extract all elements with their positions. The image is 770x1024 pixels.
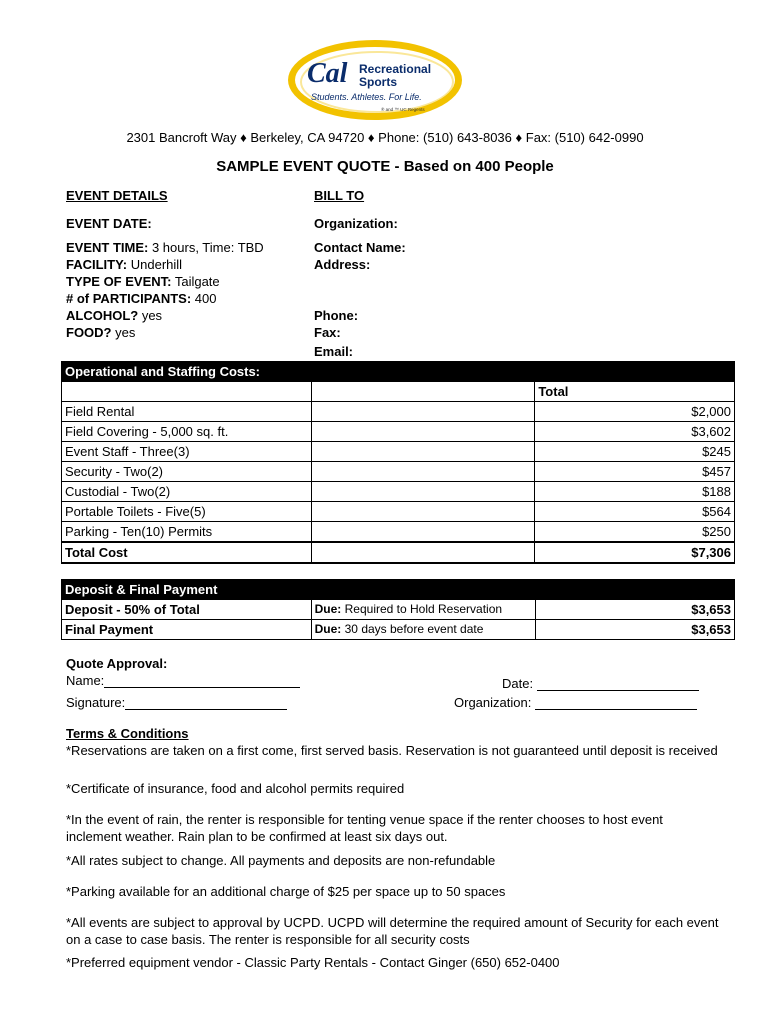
- total-column-header: Total: [535, 382, 735, 402]
- food-value: yes: [111, 325, 136, 340]
- row-value: $188: [535, 482, 735, 502]
- cell: [311, 402, 535, 422]
- approval-name: [66, 673, 300, 688]
- row-value: $3,602: [535, 422, 735, 442]
- total-cost-label: Total Cost: [62, 542, 312, 563]
- approval-organization-label: Organization:: [454, 695, 532, 710]
- food: [66, 325, 135, 340]
- costs-heading: Operational and Staffing Costs:: [62, 362, 735, 382]
- row-label: Security - Two(2): [62, 462, 312, 482]
- event-time-label: EVENT TIME:: [66, 240, 149, 255]
- costs-table: [61, 361, 735, 564]
- logo-line1: Recreational: [359, 62, 432, 76]
- logo-line2: Sports: [359, 75, 398, 89]
- table-row: [62, 482, 735, 502]
- event-type-label: TYPE OF EVENT:: [66, 274, 172, 289]
- table-row: [62, 462, 735, 482]
- cell: [311, 502, 535, 522]
- deposit-heading: Deposit & Final Payment: [62, 580, 735, 600]
- cell: [311, 522, 535, 543]
- date-signature-line[interactable]: [537, 678, 699, 691]
- final-payment-amount: $3,653: [535, 620, 734, 640]
- cell: [311, 442, 535, 462]
- cell: [311, 382, 535, 402]
- final-due-value: 30 days before event date: [341, 622, 484, 636]
- row-label: Parking - Ten(10) Permits: [62, 522, 312, 543]
- event-date-label: EVENT DATE:: [66, 216, 152, 231]
- name-label: Name:: [66, 673, 105, 688]
- event-type: [66, 274, 220, 289]
- fax-label: Fax:: [314, 325, 341, 340]
- term-3a: *In the event of rain, the renter is responsible for tenting venue space if the renter chooses to host event: [66, 812, 663, 827]
- term-6b: on a case to case basis. The renter is responsible for all security costs: [66, 932, 470, 947]
- cal-rec-sports-logo: [285, 38, 465, 124]
- final-payment-label: Final Payment: [62, 620, 312, 640]
- logo-trademark: ® and ™ UC Regents: [381, 107, 425, 112]
- total-cost-value: $7,306: [535, 542, 735, 563]
- table-row: [62, 442, 735, 462]
- alcohol-value: yes: [138, 308, 163, 323]
- bill-to-heading: BILL TO: [314, 188, 365, 203]
- page-title: SAMPLE EVENT QUOTE - Based on 400 People: [216, 158, 554, 175]
- deposit-label: Deposit - 50% of Total: [62, 600, 312, 620]
- table-row: [62, 402, 735, 422]
- table-row: [62, 422, 735, 442]
- row-label: Portable Toilets - Five(5): [62, 502, 312, 522]
- event-details-heading: EVENT DETAILS: [66, 188, 168, 203]
- alcohol-label: ALCOHOL?: [66, 308, 139, 323]
- row-value: $2,000: [535, 402, 735, 422]
- term-5: *Parking available for an additional charge of $25 per space up to 50 spaces: [66, 884, 506, 899]
- quote-approval-heading: Quote Approval:: [66, 656, 168, 671]
- row-value: $250: [535, 522, 735, 543]
- facility-value: Underhill: [127, 257, 183, 272]
- facility: [66, 257, 182, 272]
- cell: [311, 542, 535, 563]
- address-label: Address:: [314, 257, 371, 272]
- final-due-label: Due:: [314, 622, 342, 636]
- address-line: 2301 Bancroft Way ♦ Berkeley, CA 94720 ♦ Phone: (510) 643-8036 ♦ Fax: (510) 642-0990: [126, 130, 644, 145]
- term-3b: inclement weather. Rain plan to be confirmed at least six days out.: [66, 829, 448, 844]
- row-label: Field Rental: [62, 402, 312, 422]
- name-signature-line[interactable]: [104, 675, 300, 688]
- cell: [311, 462, 535, 482]
- row-value: $457: [535, 462, 735, 482]
- row-label: Custodial - Two(2): [62, 482, 312, 502]
- facility-label: FACILITY:: [66, 257, 128, 272]
- approval-organization: [454, 695, 697, 710]
- cell: [311, 482, 535, 502]
- table-row: [62, 600, 735, 620]
- row-label: Field Covering - 5,000 sq. ft.: [62, 422, 312, 442]
- cell: [62, 382, 312, 402]
- deposit-amount: $3,653: [535, 600, 734, 620]
- term-2: *Certificate of insurance, food and alcohol permits required: [66, 781, 405, 796]
- final-due: [311, 620, 535, 640]
- event-time-value: 3 hours, Time: TBD: [148, 240, 264, 255]
- organization-label: Organization:: [314, 216, 398, 231]
- signature-label: Signature:: [66, 695, 126, 710]
- logo-cal-text: Cal: [307, 58, 348, 89]
- term-6a: *All events are subject to approval by UCPD. UCPD will determine the required amount of Security for each event: [66, 915, 719, 930]
- term-1: *Reservations are taken on a first come, first served basis. Reservation is not guaranteed until deposit is received: [66, 743, 718, 758]
- approval-signature: [66, 695, 287, 710]
- deposit-header-row: [62, 580, 735, 600]
- row-value: $245: [535, 442, 735, 462]
- term-7: *Preferred equipment vendor - Classic Party Rentals - Contact Ginger (650) 652-0400: [66, 955, 560, 970]
- terms-heading: Terms & Conditions: [66, 726, 189, 741]
- row-label: Event Staff - Three(3): [62, 442, 312, 462]
- alcohol: [66, 308, 162, 323]
- signature-line[interactable]: [125, 697, 287, 710]
- date-label: Date:: [502, 676, 534, 691]
- table-row: [62, 620, 735, 640]
- table-row: [62, 522, 735, 543]
- organization-signature-line[interactable]: [535, 697, 697, 710]
- event-type-value: Tailgate: [171, 274, 220, 289]
- term-4: *All rates subject to change. All payments and deposits are non-refundable: [66, 853, 496, 868]
- participants-label: # of PARTICIPANTS:: [66, 291, 192, 306]
- total-row: [62, 542, 735, 563]
- row-value: $564: [535, 502, 735, 522]
- phone-label: Phone:: [314, 308, 359, 323]
- costs-header-row: [62, 362, 735, 382]
- contact-name-label: Contact Name:: [314, 240, 406, 255]
- deposit-due-value: Required to Hold Reservation: [341, 602, 503, 616]
- event-time: [66, 240, 264, 255]
- email-label: Email:: [314, 344, 354, 359]
- participants-value: 400: [191, 291, 217, 306]
- logo-tagline: Students. Athletes. For Life.: [311, 92, 422, 102]
- food-label: FOOD?: [66, 325, 112, 340]
- costs-column-row: [62, 382, 735, 402]
- participants: [66, 291, 217, 306]
- deposit-due: [311, 600, 535, 620]
- cell: [311, 422, 535, 442]
- deposit-table: [61, 579, 735, 640]
- deposit-due-label: Due:: [314, 602, 342, 616]
- table-row: [62, 502, 735, 522]
- approval-date: [502, 676, 699, 691]
